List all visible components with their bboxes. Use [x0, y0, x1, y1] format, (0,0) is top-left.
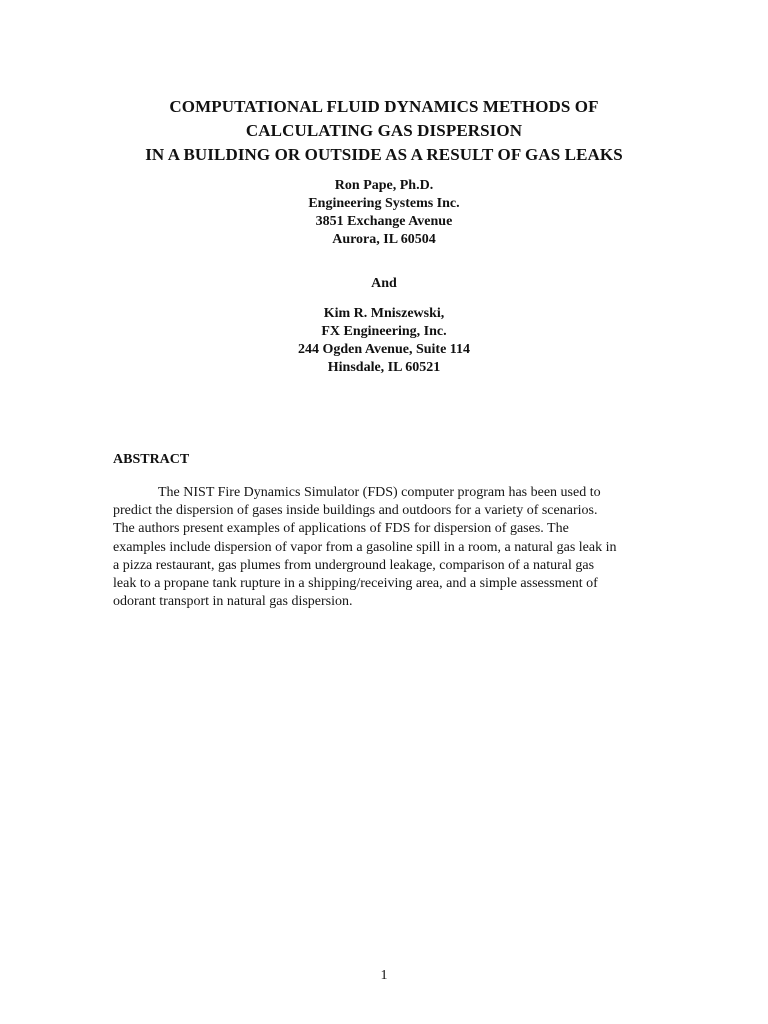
- abstract-line: predict the dispersion of gases inside buildings and outdoors for a variety of scenarios.: [113, 503, 598, 519]
- author-block-1: [0, 177, 768, 249]
- conjunction-text: And: [371, 276, 397, 291]
- abstract-line: The NIST Fire Dynamics Simulator (FDS) computer program has been used to: [158, 485, 601, 500]
- document-title: [0, 95, 768, 167]
- abstract-line: examples include dispersion of vapor from a gasoline spill in a room, a natural gas leak in: [113, 539, 617, 555]
- author-city: Hinsdale, IL 60521: [327, 360, 441, 375]
- author-conjunction: [0, 275, 768, 293]
- author-name: Ron Pape, Ph.D.: [334, 178, 434, 193]
- author-street: 244 Ogden Avenue, Suite 114: [297, 342, 471, 357]
- abstract-line: The authors present examples of applications of FDS for dispersion of gases. The: [113, 521, 569, 537]
- abstract-line: leak to a propane tank rupture in a shipping/receiving area, and a simple assessment of: [113, 576, 598, 592]
- author-street: 3851 Exchange Avenue: [315, 214, 453, 229]
- author-city: Aurora, IL 60504: [332, 232, 436, 247]
- author-organization: Engineering Systems Inc.: [308, 196, 460, 211]
- abstract-paragraph: [113, 484, 643, 611]
- author-block-2: [0, 305, 768, 377]
- title-line-2: CALCULATING GAS DISPERSION: [245, 121, 523, 140]
- abstract-line: odorant transport in natural gas dispersion.: [113, 594, 353, 610]
- author-name: Kim R. Mniszewski,: [323, 306, 445, 321]
- page-number: 1: [380, 968, 388, 983]
- title-line-1: COMPUTATIONAL FLUID DYNAMICS METHODS OF: [169, 97, 599, 116]
- abstract-line: a pizza restaurant, gas plumes from underground leakage, comparison of a natural gas: [113, 557, 595, 573]
- abstract-heading: ABSTRACT: [113, 452, 190, 467]
- author-organization: FX Engineering, Inc.: [321, 324, 447, 339]
- title-line-3: IN A BUILDING OR OUTSIDE AS A RESULT OF GAS LEAKS: [145, 145, 623, 164]
